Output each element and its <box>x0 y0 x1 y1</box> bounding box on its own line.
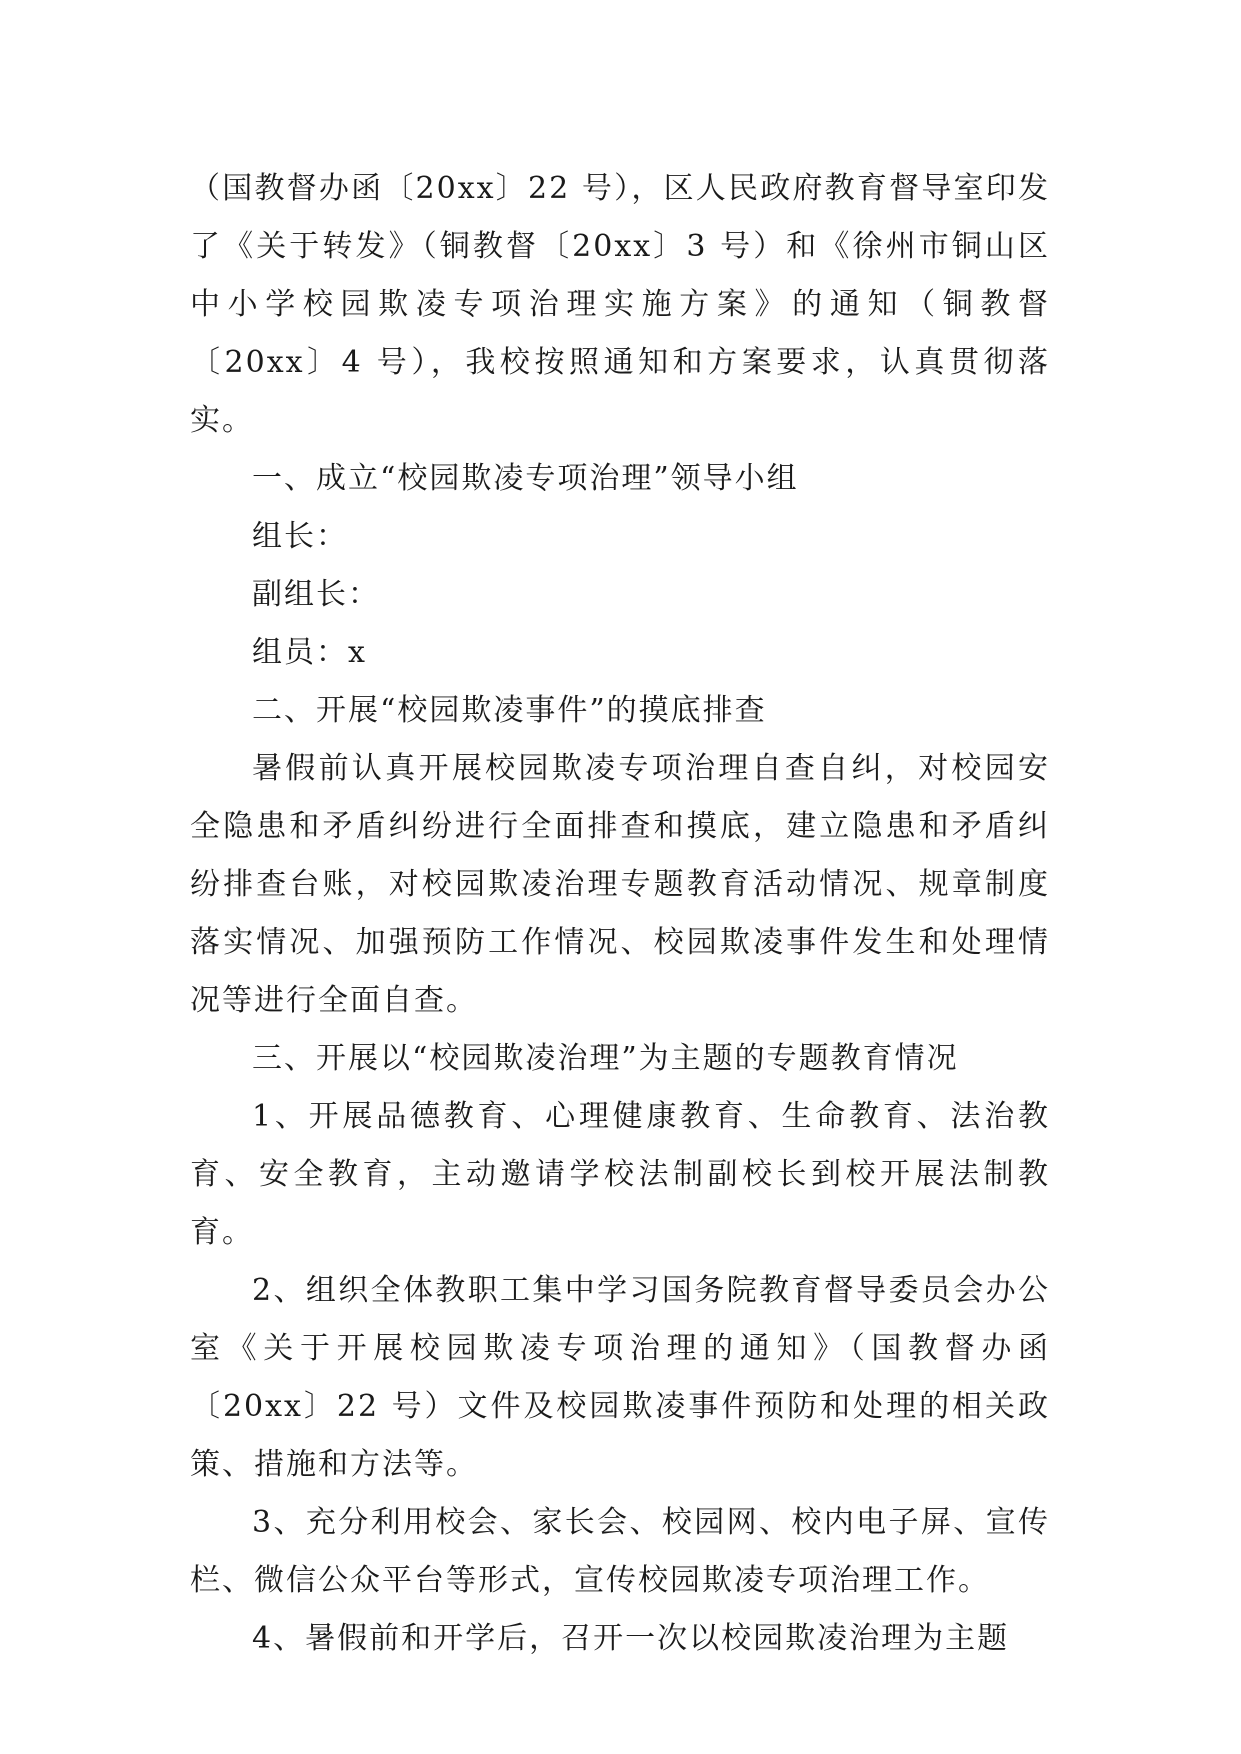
document-body <box>190 160 1050 1668</box>
list-item-2: 2、组织全体教职工集中学习国务院教育督导委员会办公室《关于开展校园欺凌专项治理的通知》（国教督办函〔20xx〕22 号）文件及校园欺凌事件预防和处理的相关政策、措施和方法等。 <box>190 1273 1050 1482</box>
list-item-1: 1、开展品德教育、心理健康教育、生命教育、法治教育、安全教育，主动邀请学校法制副校长到校开展法制教育。 <box>190 1099 1050 1250</box>
section-heading-education: 三、开展以“校园欺凌治理”为主题的专题教育情况 <box>252 1041 959 1076</box>
paragraph-notice-intro: （国教督办函〔20xx〕22 号），区人民政府教育督导室印发了《关于转发》（铜教督〔20xx〕3 号）和《徐州市铜山区中小学校园欺凌专项治理实施方案》的通知（铜教督〔20xx〕4 号），我校按照通知和方案要求，认真贯彻落实。 <box>190 171 1050 438</box>
group-members-line: 组员：x <box>252 635 367 670</box>
deputy-leader-line: 副组长： <box>252 577 380 612</box>
paragraph-self-inspection: 暑假前认真开展校园欺凌专项治理自查自纠，对校园安全隐患和矛盾纠纷进行全面排查和摸底，建立隐患和矛盾纠纷排查台账，对校园欺凌治理专题教育活动情况、规章制度落实情况、加强预防工作情况、校园欺凌事件发生和处理情况等进行全面自查。 <box>190 751 1050 1018</box>
list-item-4: 4、暑假前和开学后，召开一次以校园欺凌治理为主题 <box>252 1621 1010 1656</box>
group-leader-line: 组长： <box>252 519 348 554</box>
list-item-3: 3、充分利用校会、家长会、校园网、校内电子屏、宣传栏、微信公众平台等形式，宣传校园欺凌专项治理工作。 <box>190 1505 1050 1598</box>
section-heading-investigation: 二、开展“校园欺凌事件”的摸底排查 <box>252 693 767 728</box>
section-heading-leadership-group: 一、成立“校园欺凌专项治理”领导小组 <box>252 461 799 496</box>
